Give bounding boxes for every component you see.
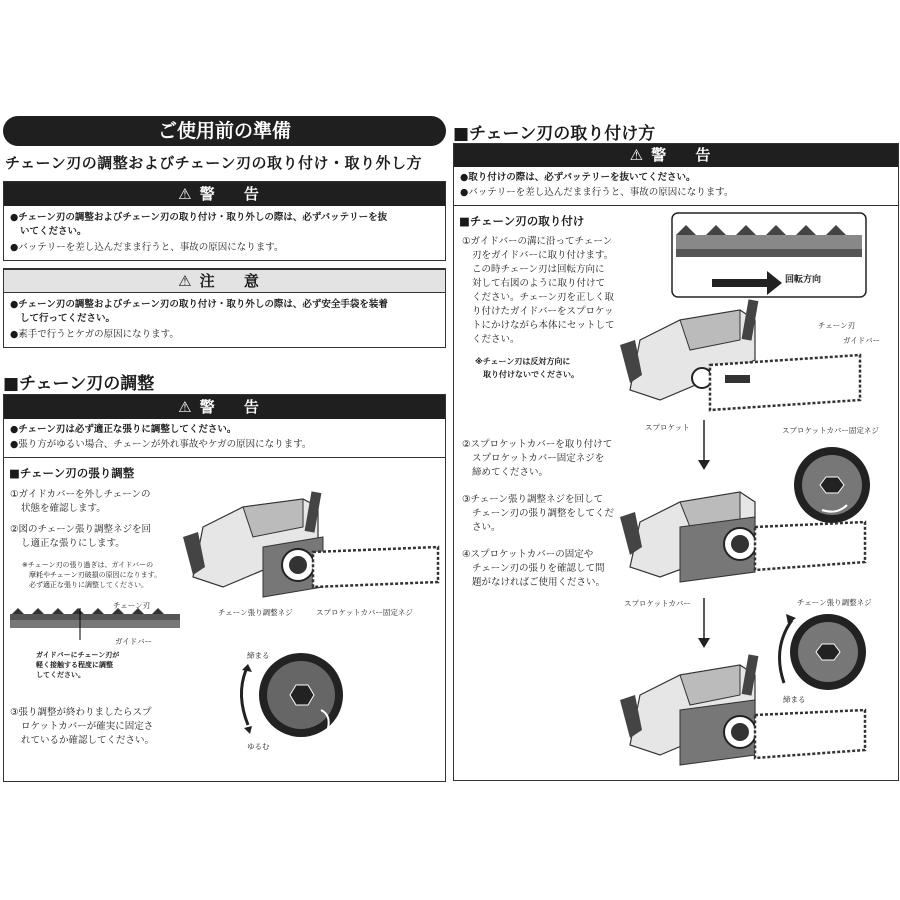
- step3-line: チェーン刃の張り調整をしてくだ: [472, 508, 615, 519]
- contact-note: ガイドバーにチェーン刃が: [36, 651, 120, 659]
- warning-triangle-icon: ⚠: [178, 185, 192, 203]
- note-text: ※チェーン刃の張り過ぎは、ガイドバーの: [22, 561, 154, 569]
- chainsaw-step3-illustration: [620, 655, 870, 765]
- caution-header: ⚠ 注 意: [4, 269, 445, 293]
- chain-detail-illustration: [10, 600, 190, 640]
- step4-line: 題がなければご使用ください。: [472, 577, 606, 588]
- step1-line: 対して右図のように取り付けて: [472, 278, 606, 289]
- arrow-down-icon: [697, 420, 711, 470]
- warning-header: ⚠ 警 告: [454, 144, 898, 167]
- rotation-label: 回転方向: [785, 275, 822, 285]
- chainsaw-illustration: [183, 487, 443, 607]
- tighten-label: 締まる: [783, 695, 806, 704]
- warning-text: ●バッテリーを差し込んだまま行うと、事故の原因になります。: [10, 242, 284, 253]
- warning-header: ⚠ 警 告: [4, 395, 445, 419]
- arrow-down-icon: [697, 598, 711, 648]
- sprocket-cover-label: スプロケットカバー: [624, 599, 691, 608]
- step1-line: ください。チェーン刃を正しく取: [472, 292, 615, 303]
- step2-line: ②スプロケットカバーを取り付けて: [462, 439, 613, 450]
- step1-line: り付けたガイドバーをスプロケッ: [472, 306, 614, 317]
- divider: [454, 205, 898, 206]
- chain-label: チェーン刃: [113, 601, 151, 610]
- loosen-label: ゆるむ: [247, 742, 270, 751]
- note-text: 摩耗やチェーン刃破損の原因になります。: [29, 571, 162, 579]
- step-text: ①ガイドカバーを外しチェーンの: [10, 489, 151, 500]
- step1-line: ください。: [472, 334, 520, 345]
- step1-line: この時チェーン刃は回転方向に: [472, 264, 605, 275]
- caution-text: ●チェーン刃の調整およびチェーン刃の取り付け・取り外しの際は、必ず安全手袋を装着: [10, 299, 388, 310]
- note-text: 必ず適正な張りに調整してください。: [29, 581, 148, 589]
- adjust-heading: ■チェーン刃の調整: [3, 374, 155, 394]
- warning-text: ●チェーン刃は必ず適正な張りに調整してください。: [10, 424, 237, 435]
- chainsaw-step1-illustration: [620, 300, 870, 420]
- step-text: ③張り調整が終わりましたらスプ: [10, 707, 152, 718]
- warning-header: ⚠ 警 告: [4, 182, 445, 206]
- section-title-pill: ご使用前の準備: [3, 116, 446, 146]
- warning-text: ●取り付けの際は、必ずバッテリーを抜いてください。: [460, 172, 696, 183]
- step-text: し適正な張りにします。: [21, 538, 125, 549]
- caution-triangle-icon: ⚠: [178, 272, 192, 290]
- warning-text: ●バッテリーを差し込んだまま行うと、事故の原因になります。: [460, 187, 734, 198]
- adjust-screw-label: チェーン張り調整ネジ: [797, 598, 872, 607]
- install-main-heading: ■チェーン刃の取り付け方: [453, 124, 656, 144]
- step3-line: ③チェーン張り調整ネジを回して: [462, 494, 604, 505]
- guidebar-label: ガイドバー: [843, 336, 881, 345]
- warning-triangle-icon: ⚠: [629, 146, 644, 164]
- warning-triangle-icon: ⚠: [178, 398, 192, 416]
- caution-box: [3, 268, 446, 348]
- cover-screw-label: スプロケットカバー固定ネジ: [782, 426, 879, 435]
- contact-note: 軽く接触する程度に調整: [36, 661, 113, 669]
- step1-line: ①ガイドバーの溝に沿ってチェーン: [462, 236, 613, 247]
- warning-text: ●チェーン刃の調整およびチェーン刃の取り付け・取り外しの際は、必ずバッテリーを抜: [10, 212, 388, 223]
- tension-heading: ■チェーン刃の張り調整: [9, 466, 135, 480]
- step-text: ロケットカバーが確実に固定さ: [21, 721, 154, 732]
- warning-text: ●張り方がゆるい場合、チェーンが外れ事故やケガの原因になります。: [10, 439, 312, 450]
- step1-line: 刃をガイドバーに取り付けます。: [472, 250, 614, 261]
- step-text: れているか確認してください。: [21, 735, 155, 746]
- step-text: ②図のチェーン張り調整ネジを回: [10, 524, 152, 535]
- step3-line: さい。: [472, 522, 501, 533]
- step4-line: ④スプロケットカバーの固定や: [462, 549, 594, 560]
- warning-box-1: [3, 181, 446, 261]
- divider: [4, 457, 445, 458]
- cover-screw-label: スプロケットカバー固定ネジ: [316, 608, 413, 617]
- step-text: 状態を確認します。: [21, 503, 106, 514]
- caution-text: して行ってください。: [20, 313, 116, 324]
- step2-line: 締めてください。: [472, 467, 549, 478]
- reverse-note: 取り付けないでください。: [483, 370, 579, 379]
- reverse-note: ※チェーン刃は反対方向に: [475, 357, 571, 366]
- guidebar-label: ガイドバー: [115, 637, 153, 646]
- caution-text: ●素手で行うとケガの原因になります。: [10, 329, 179, 340]
- chain-label: チェーン刃: [818, 321, 856, 330]
- chainsaw-step2-illustration: [620, 482, 870, 582]
- step1-line: トにかけながら本体にセットして: [472, 320, 615, 331]
- sprocket-label: スプロケット: [645, 423, 690, 432]
- install-heading: ■チェーン刃の取り付け: [459, 214, 585, 228]
- warning-text: いてください。: [20, 226, 87, 237]
- rotation-callout: [672, 213, 868, 299]
- adjust-screw-label: チェーン張り調整ネジ: [218, 608, 293, 617]
- step4-line: チェーン刃の張りを確認して問: [472, 563, 605, 574]
- page-subtitle: チェーン刃の調整およびチェーン刃の取り付け・取り外し方: [5, 154, 423, 172]
- step2-line: スプロケットカバー固定ネジを: [472, 453, 605, 464]
- contact-note: してください。: [36, 671, 85, 679]
- tighten-label: 締まる: [247, 651, 270, 660]
